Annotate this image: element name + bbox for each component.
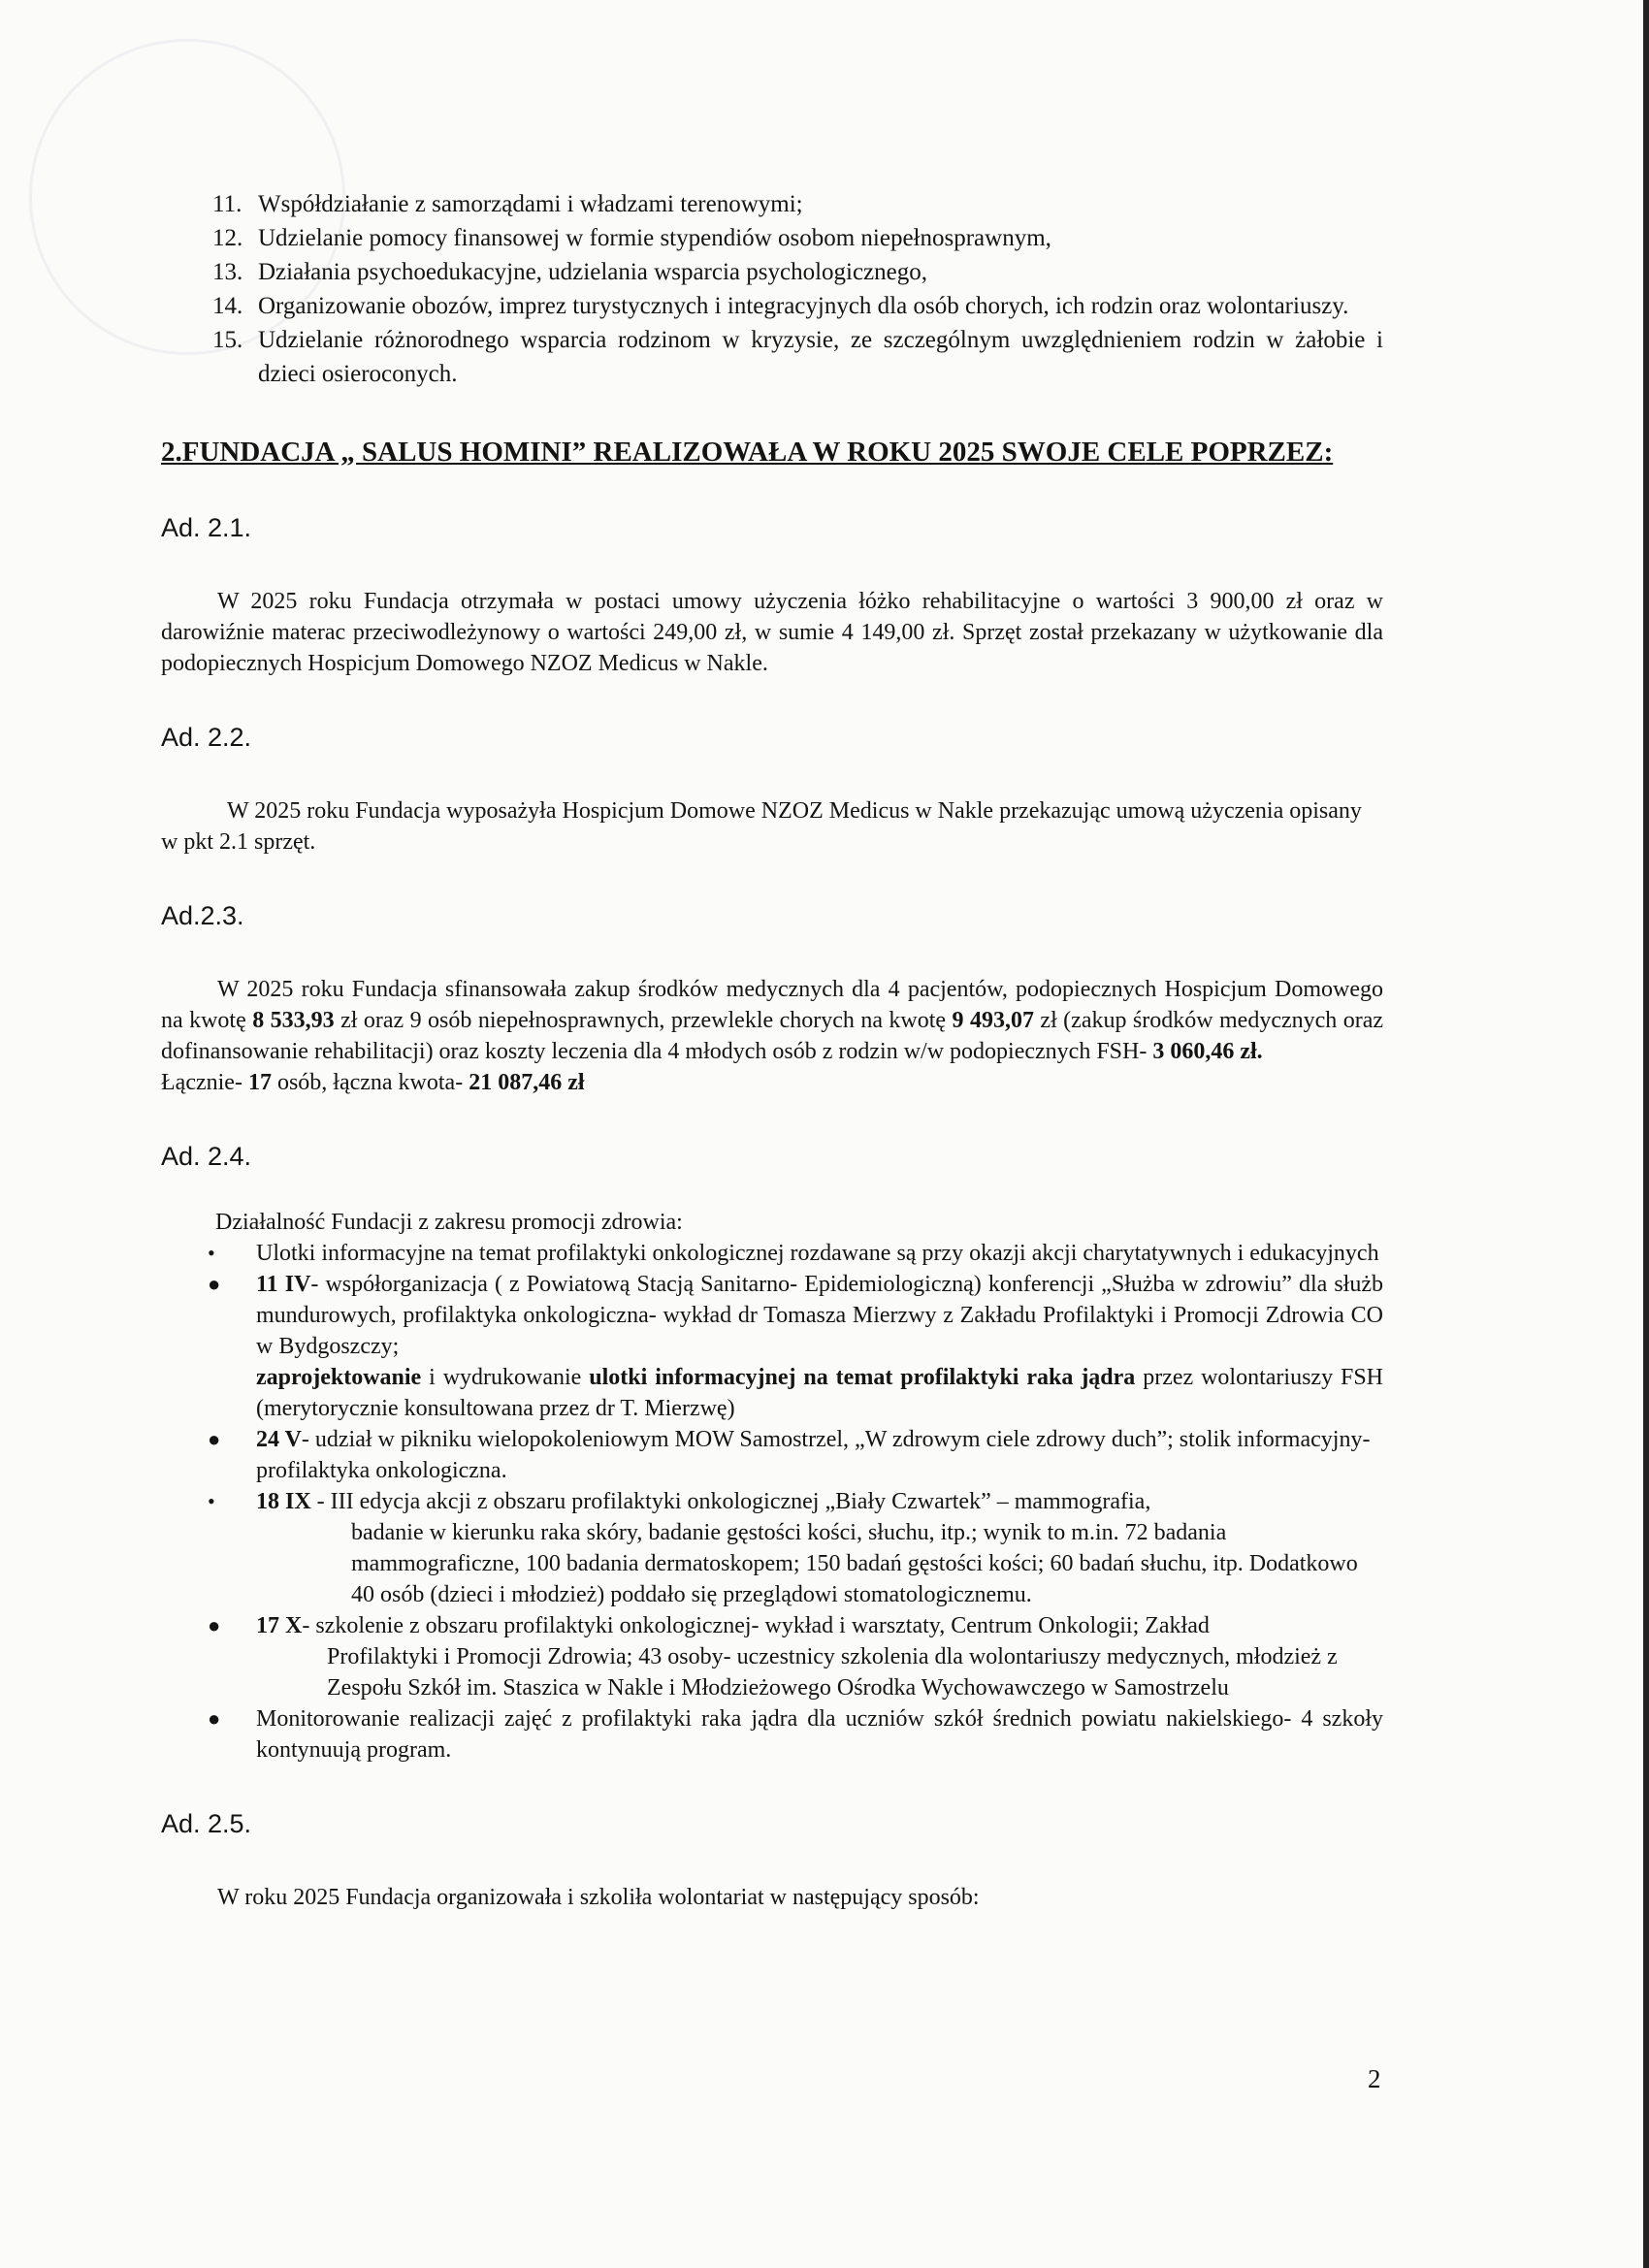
list-item: • Ulotki informacyjne na temat profilaktyki onkologicznej rozdawane są przy okazji akcji charytatywnych i edukacyjnych (208, 1241, 1379, 1266)
ad-2-4-label: Ad. 2.4. (161, 1142, 252, 1171)
ad-2-1-text: W 2025 roku Fundacja otrzymała w postaci umowy użyczenia łóżko rehabilitacyjne o wartości 3 900,00 zł oraz w darowiźnie materac przeciwodleżynowy o wartości 249,00 zł, w sumie 4 149,00 zł. Sprzęt został przekazany w użytkowanie dla podopiecznych Hospicjum Domowego NZOZ Medicus w Nakle. (161, 589, 1383, 676)
list-item: ● 17 X- szkolenie z obszaru profilaktyki onkologicznej- wykład i warsztaty, Centrum Onkologii; Zakład Profilaktyki i Promocji Zdrowia; 43 osoby- uczestnicy szkolenia dla wolontariuszy medycznych, młodzież z Zespołu Szkół im. Staszica w Nakle i Młodzieżowego Ośrodka Wychowawczego w Samostrzelu (208, 1613, 1338, 1701)
scan-edge (1643, 0, 1649, 2268)
ad-2-5-label: Ad. 2.5. (161, 1809, 252, 1838)
ad-2-2-text: W 2025 roku Fundacja wyposażyła Hospicjum Domowe NZOZ Medicus w Nakle przekazując umową użyczenia opisany w pkt 2.1 sprzęt. (161, 798, 1362, 855)
list-item: ● 11 IV- współorganizacja ( z Powiatową Stacją Sanitarno- Epidemiologiczną) konferencji „Służba w zdrowiu” dla służb mundurowych, profilaktyka onkologiczna- wykład dr Tomasza Mierzwy z Zakładu Profilaktyki i Promocji Zdrowia CO w Bydgoszczy; zaprojektowanie i wydrukowanie ulotki informacyjnej na temat profilaktyki raka jądra przez wolontariuszy FSH (merytorycznie konsultowana przez dr T. Mierzwę) (208, 1272, 1384, 1421)
goals-list (161, 187, 1383, 391)
list-item: 13. Działania psychoedukacyjne, udzielania wsparcia psychologicznego, (212, 259, 928, 285)
ad-2-1-label: Ad. 2.1. (161, 513, 252, 542)
list-item: • 18 IX - III edycja akcji z obszaru profilaktyki onkologicznej „Biały Czwartek” – mammografia, badanie w kierunku raka skóry, badanie gęstości kości, słuchu, itp.; wynik to m.in. 72 badania mammograficzne, 100 badania dermatoskopem; 150 badań gęstości kości; 60 badań słuchu, itp. Dodatkowo 40 osób (dzieci i młodzież) poddało się przeglądowi stomatologicznemu. (208, 1489, 1358, 1607)
list-item: 14. Organizowanie obozów, imprez turystycznych i integracyjnych dla osób chorych, ich rodzin oraz wolontariuszy. (212, 293, 1349, 319)
ad-2-3-total: Łącznie- 17 osób, łączna kwota- 21 087,46 zł (161, 1070, 585, 1095)
ad-2-3-label: Ad.2.3. (161, 901, 244, 930)
page-number: 2 (1368, 2064, 1381, 2093)
list-item: 11. Współdziałanie z samorządami i władzami terenowymi; (212, 191, 803, 217)
page-content (161, 187, 1383, 1913)
list-item: ● Monitorowanie realizacji zajęć z profilaktyki raka jądra dla uczniów szkół średnich powiatu nakielskiego- 4 szkoły kontynuują program. (208, 1706, 1383, 1763)
list-item: 12. Udzielanie pomocy finansowej w formie stypendiów osobom niepełnosprawnym, (212, 225, 1051, 251)
ad-2-3-text: W 2025 roku Fundacja sfinansowała zakup środków medycznych dla 4 pacjentów, podopiecznych Hospicjum Domowego na kwotę 8 533,93 zł oraz 9 osób niepełnosprawnych, przewlekle chorych na kwotę 9 493,07 zł (zakup środków medycznych oraz dofinansowanie rehabilitacji) oraz koszty leczenia dla 4 młodych osób z rodzin w/w podopiecznych FSH- 3 060,46 zł. (161, 977, 1384, 1064)
list-item: ● 24 V- udział w pikniku wielopokoleniowym MOW Samostrzel, „W zdrowym ciele zdrowy duch”; stolik informacyjny- profilaktyka onkologiczna. (208, 1427, 1371, 1483)
health-promotion-list (161, 1238, 1383, 1766)
section-heading: 2.FUNDACJA „ SALUS HOMINI” REALIZOWAŁA W ROKU 2025 SWOJE CELE POPRZEZ: (161, 437, 1334, 468)
list-item: 15. Udzielanie różnorodnego wsparcia rodzinom w kryzysie, ze szczególnym uwzględnieniem rodzin w żałobie i dzieci osieroconych. (212, 327, 1383, 387)
ad-2-4-intro: Działalność Fundacji z zakresu promocji zdrowia: (215, 1210, 683, 1235)
ad-2-2-label: Ad. 2.2. (161, 723, 252, 752)
ad-2-5-text: W roku 2025 Fundacja organizowała i szkoliła wolontariat w następujący sposób: (217, 1885, 980, 1910)
